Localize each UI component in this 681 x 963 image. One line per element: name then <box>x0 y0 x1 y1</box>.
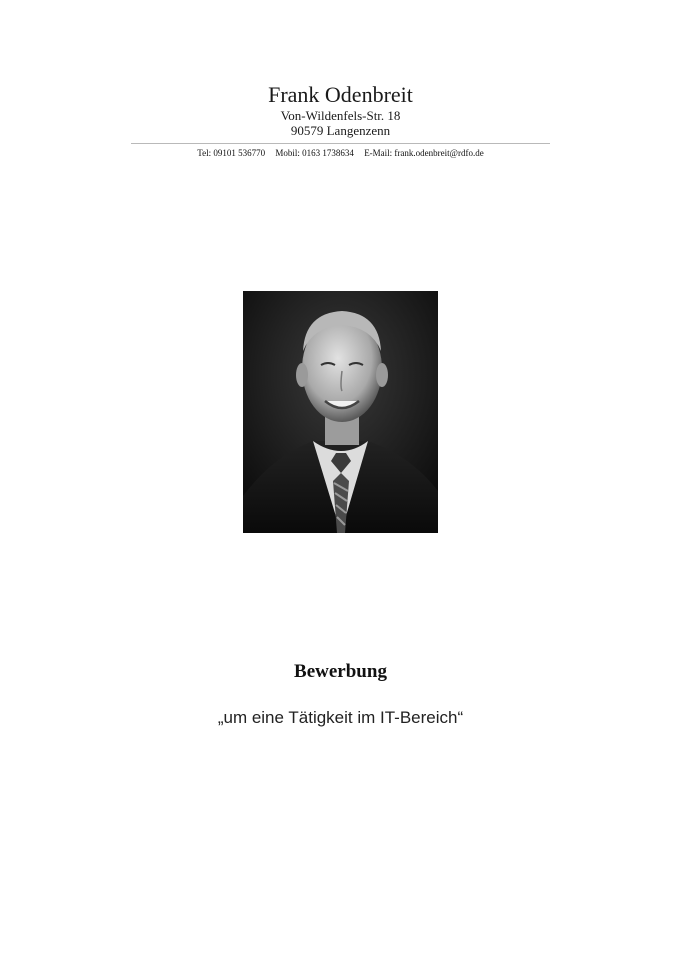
mobile-number: Mobil: 0163 1738634 <box>275 148 354 158</box>
document-title: Bewerbung <box>294 661 387 682</box>
city-address: 90579 Langenzenn <box>290 123 391 138</box>
document-subtitle: „um eine Tätigkeit im IT-Bereich“ <box>217 708 464 727</box>
email-address: E-Mail: frank.odenbreit@rdfo.de <box>364 148 484 158</box>
applicant-name: Frank Odenbreit <box>268 82 413 107</box>
portrait-image <box>243 291 438 533</box>
contact-line <box>0 148 681 159</box>
phone-number: Tel: 09101 536770 <box>197 148 266 158</box>
letterhead <box>0 82 681 138</box>
portrait-photo <box>243 291 438 533</box>
street-address: Von-Wildenfels-Str. 18 <box>280 108 401 123</box>
header-divider <box>131 143 550 144</box>
